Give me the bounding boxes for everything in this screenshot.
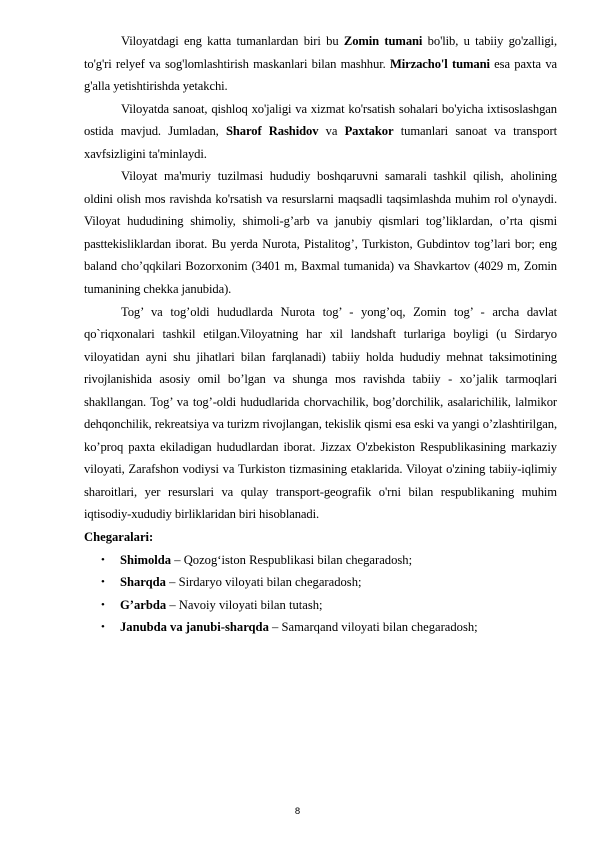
paragraph-districts	[84, 30, 557, 98]
bullet-icon: •	[101, 598, 105, 611]
bold-term-paxtakor: Paxtakor	[344, 124, 394, 139]
list-item	[84, 549, 557, 572]
direction-label: Shimolda	[120, 552, 172, 567]
border-description: – Navoiy viloyati bilan tutash;	[166, 597, 323, 612]
border-description: – Sirdaryo viloyati bilan chegaradosh;	[165, 575, 362, 590]
direction-label: Janubda va janubi-sharqda	[120, 620, 269, 635]
paragraph-text: tumanlari sanoat va transport xavfsizligini ta'minlaydi.	[84, 124, 557, 161]
bullet-icon: •	[101, 621, 105, 634]
list-item	[84, 571, 557, 594]
borders-list	[84, 549, 557, 639]
document-page	[84, 30, 557, 639]
page-number: 8	[294, 806, 301, 817]
bullet-icon: •	[101, 576, 105, 589]
paragraph-text: Viloyatda sanoat, qishloq xo'jaligi va xizmat ko'rsatish sohalari bo'yicha ixtisoslashgan ostida mavjud. Jumladan,	[84, 101, 557, 139]
bold-term-mirzachol: Mirzacho'l tumani	[389, 56, 490, 71]
paragraph-relief: Viloyat ma'muriy tuzilmasi hududiy boshqaruvni samarali tashkil qilish, aholining oldini olish mos ravishda ko'rsatish va resurslarni maqsadli taqsimlashda muhim rol o'ynaydi. Viloyat hududining shimoliy, shimoli-g’arb va janubiy qismlari tog’liklardan, o’rta qismi pasttekisliklardan iborat. Bu yerda Nurota, Pistalitog’, Turkiston, Gubdintov tog’lari bor; eng baland cho’qqkilari Bozorxonim (3401 m, Baxmal tumanida) va Shavkartov (4029 m, Zomin tumanining chekka janubida).	[84, 169, 557, 297]
bold-term-sharof-rashidov: Sharof Rashidov	[225, 124, 319, 139]
border-description: – Samarqand viloyati bilan chegaradosh;	[268, 620, 478, 635]
paragraph-landscape: Tog’ va tog’oldi hududlarda Nurota tog’ - yong’oq, Zomin tog’ - archa davlat qo`riqxonalari tashkil etilgan.Viloyatning har xil landshaft turlariga boyligi (u Sirdaryo viloyatidan ayni shu jihatlari bilan farqlanadi) tabiiy holda hududiy mehnat taksimotining rivojlanishida asosiy omil bo’lgan va shunga mos ravishda tabiiy - xo’jalik tarmoqlari shakllangan. Tog’ va tog’-oldi hududlarida chorvachilik, bog’dorchilik, asalarichilik, lalmikor dehqonchilik, rekreatsiya va turizm rivojlangan, tekislik qismi esa eski va yangi o’zlashtirilgan, ko’proq paxta ekiladigan hududlardan iborat. Jizzax O'zbekiston Respublikasining markaziy viloyati, Zarafshon vodiysi va Turkiston tizmasining etaklarida. Viloyat o'zining tabiiy-iqlimiy sharoitlari, yer resurslari va qulay transport-geografik o'rni bilan respublikaning muhim iqtisodiy-xududiy birliklaridan biri hisoblanadi.	[84, 304, 557, 522]
paragraph-text: bo'lib, u tabiiy go'zalligi, to'g'ri relyef va sog'lomlashtirish maskanlari bilan mashhur.	[84, 34, 557, 71]
direction-label: Sharqda	[120, 575, 166, 590]
border-description: – Qozog‘iston Respublikasi bilan chegaradosh;	[171, 552, 413, 567]
bullet-icon: •	[101, 553, 105, 566]
list-item	[84, 616, 557, 639]
borders-heading: Chegaralari:	[84, 530, 154, 545]
bold-term-zomin: Zomin tumani	[343, 34, 423, 48]
list-item	[84, 594, 557, 617]
paragraph-sectors	[84, 98, 557, 166]
paragraph-text: Viloyatdagi eng katta tumanlardan biri bu	[121, 34, 344, 48]
paragraph-text: esa paxta va g'alla yetishtirishda yetakchi.	[84, 56, 558, 94]
direction-label: G’arbda	[120, 597, 167, 612]
paragraph-text: va	[318, 124, 345, 139]
